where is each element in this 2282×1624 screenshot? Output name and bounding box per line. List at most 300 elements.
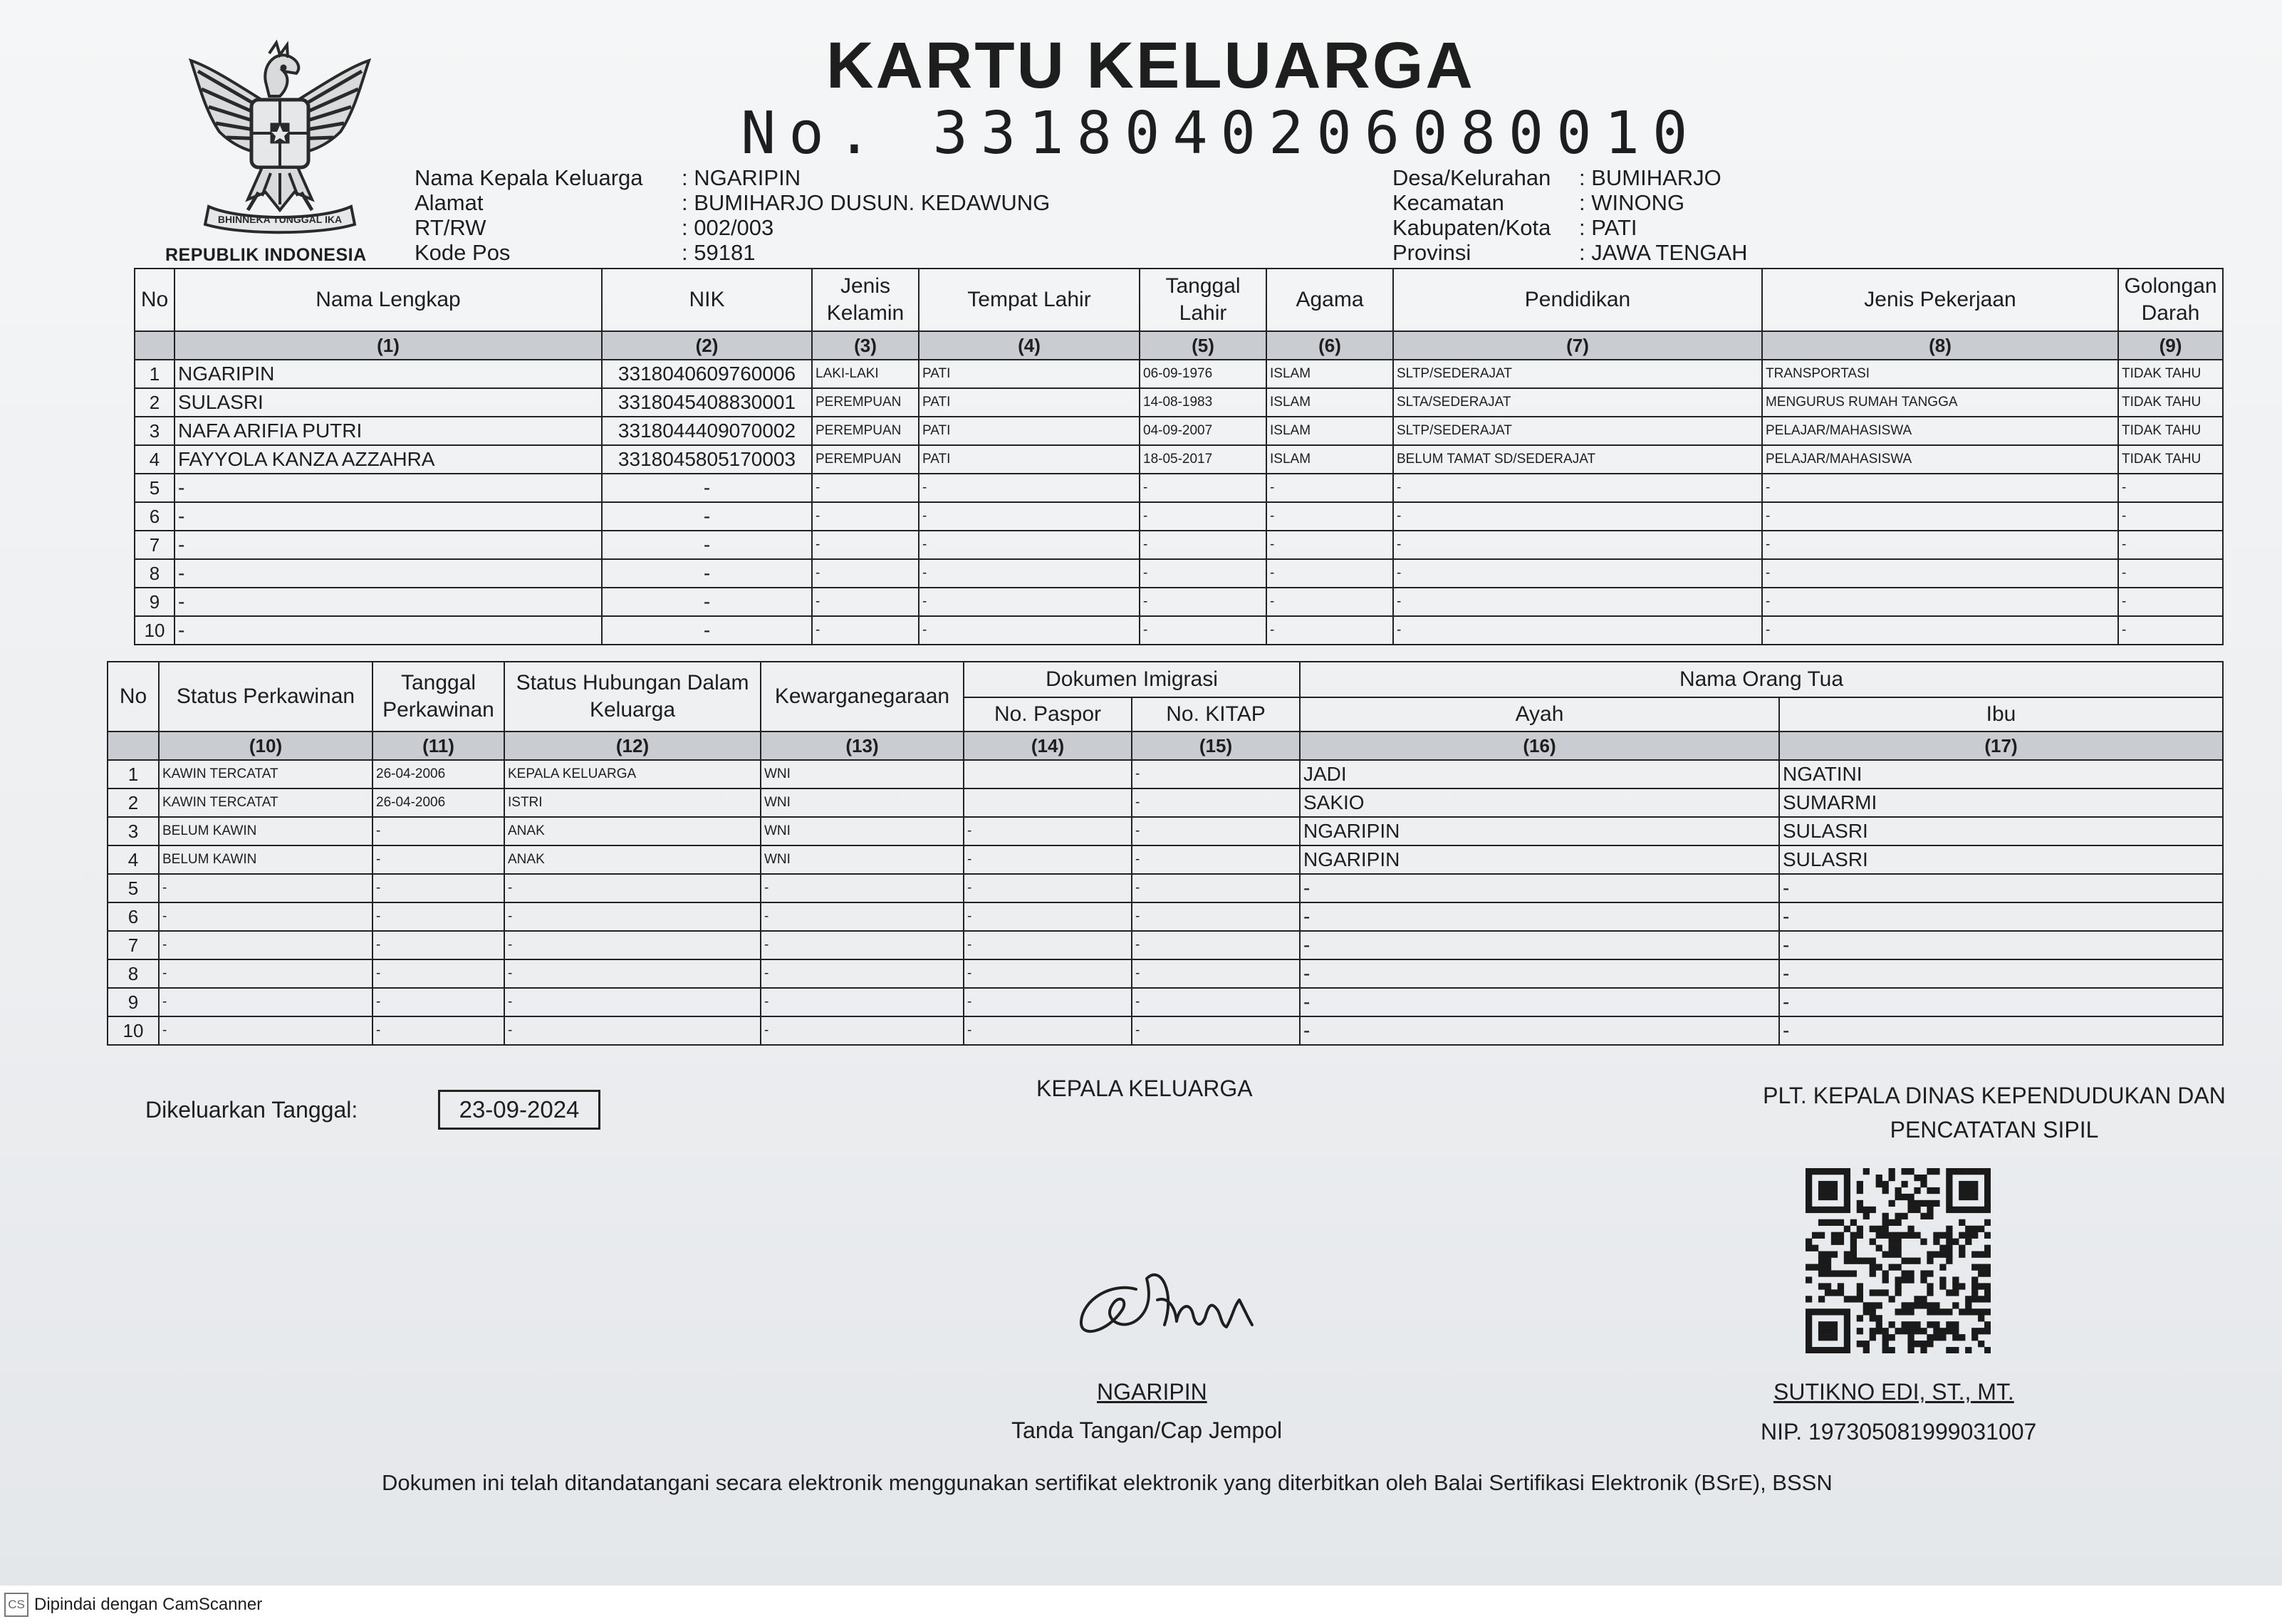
table-cell: - <box>372 959 504 988</box>
table-cell: BELUM KAWIN <box>159 817 372 845</box>
qr-module <box>1863 1302 1870 1308</box>
head-caption: Tanda Tangan/Cap Jempol <box>1011 1417 1283 1443</box>
qr-module <box>1825 1283 1831 1289</box>
qr-module <box>1978 1251 1984 1258</box>
table-row <box>108 788 2223 817</box>
qr-module <box>1844 1296 1850 1302</box>
qr-module <box>1984 1207 1991 1213</box>
qr-module <box>1920 1239 1927 1245</box>
qr-module <box>1907 1194 1914 1200</box>
qr-module <box>1901 1232 1907 1239</box>
qr-module <box>1844 1270 1850 1276</box>
qr-module <box>1895 1213 1902 1219</box>
qr-module <box>1882 1251 1889 1258</box>
table-cell: ISTRI <box>504 788 761 817</box>
qr-module <box>1946 1251 1952 1258</box>
qr-module <box>1882 1347 1889 1353</box>
qr-module <box>1959 1168 1965 1175</box>
table-cell: - <box>504 902 761 931</box>
qr-module <box>1876 1175 1882 1181</box>
qr-module <box>1907 1226 1914 1232</box>
column-number <box>135 331 174 360</box>
qr-module <box>1889 1264 1895 1270</box>
col-header: No. KITAP <box>1132 697 1300 732</box>
qr-module <box>1870 1270 1876 1276</box>
qr-module <box>1818 1334 1825 1341</box>
qr-module <box>1901 1194 1907 1200</box>
qr-module <box>1812 1308 1818 1315</box>
table-cell: - <box>1393 588 1762 616</box>
qr-module <box>1825 1264 1831 1270</box>
qr-module <box>1857 1296 1863 1302</box>
qr-module <box>1914 1175 1920 1181</box>
table-cell: - <box>372 1016 504 1045</box>
qr-module <box>1882 1219 1889 1226</box>
qr-module <box>1806 1207 1812 1213</box>
table-cell: - <box>812 559 919 588</box>
qr-module <box>1806 1276 1812 1283</box>
qr-module <box>1946 1181 1952 1187</box>
col-header: Tanggal Perkawinan <box>372 662 504 732</box>
qr-module <box>1946 1258 1952 1264</box>
qr-module <box>1901 1168 1907 1175</box>
table-cell: - <box>1266 502 1393 531</box>
qr-module <box>1971 1194 1978 1200</box>
table-cell: - <box>1300 902 1779 931</box>
table-cell: JADI <box>1300 760 1779 788</box>
qr-module <box>1907 1168 1914 1175</box>
table-cell: - <box>761 931 964 959</box>
signature-icon <box>1068 1250 1282 1350</box>
table-cell: - <box>602 502 812 531</box>
qr-module <box>1863 1347 1870 1353</box>
table-cell: - <box>812 474 919 502</box>
qr-module <box>1946 1308 1952 1315</box>
qr-module <box>1946 1245 1952 1251</box>
qr-module <box>1946 1289 1952 1296</box>
table-cell: 3318045408830001 <box>602 388 812 417</box>
qr-module <box>1857 1328 1863 1334</box>
qr-module <box>1870 1315 1876 1321</box>
qr-module <box>1965 1181 1971 1187</box>
qr-module <box>1844 1226 1850 1232</box>
qr-module <box>1818 1194 1825 1200</box>
qr-module <box>1895 1264 1902 1270</box>
qr-module <box>1818 1296 1825 1302</box>
table-row <box>135 531 2223 559</box>
qr-module <box>1978 1270 1984 1276</box>
qr-module <box>1882 1289 1889 1296</box>
info-label: Provinsi <box>1392 240 1471 265</box>
qr-module <box>1933 1187 1939 1194</box>
table-cell: - <box>812 531 919 559</box>
qr-module <box>1863 1308 1870 1315</box>
qr-module <box>1831 1289 1838 1296</box>
qr-module <box>1889 1347 1895 1353</box>
table-cell: PELAJAR/MAHASISWA <box>1762 445 2118 474</box>
qr-module <box>1844 1251 1850 1258</box>
qr-module <box>1984 1168 1991 1175</box>
qr-module <box>1838 1347 1844 1353</box>
table-cell: - <box>964 988 1132 1016</box>
table-cell: PEREMPUAN <box>812 445 919 474</box>
scanner-watermark-bar <box>0 1586 2282 1624</box>
qr-module <box>1907 1200 1914 1207</box>
qr-module <box>1971 1264 1978 1270</box>
table-cell: 14-08-1983 <box>1140 388 1266 417</box>
qr-module <box>1927 1187 1933 1194</box>
qr-module <box>1806 1181 1812 1187</box>
qr-module <box>1806 1315 1812 1321</box>
table-cell: - <box>812 588 919 616</box>
qr-module <box>1831 1308 1838 1315</box>
qr-module <box>1806 1175 1812 1181</box>
qr-module <box>1984 1219 1991 1226</box>
qr-module <box>1857 1200 1863 1207</box>
table-cell: - <box>1266 588 1393 616</box>
qr-module <box>1844 1341 1850 1347</box>
head-name: NGARIPIN <box>1097 1379 1207 1405</box>
qr-module <box>1895 1187 1902 1194</box>
qr-module <box>1857 1315 1863 1321</box>
qr-module <box>1876 1245 1882 1251</box>
table-cell: - <box>1266 474 1393 502</box>
qr-module <box>1818 1264 1825 1270</box>
table-cell: SLTA/SEDERAJAT <box>1393 388 1762 417</box>
qr-module <box>1806 1321 1812 1328</box>
table-cell: - <box>504 931 761 959</box>
qr-module <box>1818 1328 1825 1334</box>
table-cell: SULASRI <box>1779 817 2223 845</box>
qr-module <box>1920 1270 1927 1276</box>
qr-module <box>1818 1181 1825 1187</box>
table-cell: - <box>1779 931 2223 959</box>
qr-module <box>1857 1226 1863 1232</box>
qr-module <box>1831 1168 1838 1175</box>
qr-module <box>1806 1187 1812 1194</box>
info-row <box>1392 165 1748 190</box>
qr-module <box>1920 1328 1927 1334</box>
qr-module <box>1882 1226 1889 1232</box>
qr-module <box>1971 1283 1978 1289</box>
qr-module <box>1831 1232 1838 1239</box>
qr-module <box>1914 1321 1920 1328</box>
qr-module <box>1907 1308 1914 1315</box>
table-cell: ISLAM <box>1266 445 1393 474</box>
qr-module <box>1971 1181 1978 1187</box>
qr-module <box>1818 1168 1825 1175</box>
table-cell: - <box>1140 474 1266 502</box>
official-name: SUTIKNO EDI, ST., MT. <box>1773 1379 2014 1405</box>
qr-module <box>1870 1258 1876 1264</box>
qr-module <box>1959 1207 1965 1213</box>
table-cell: 1 <box>135 360 174 388</box>
qr-module <box>1876 1321 1882 1328</box>
qr-module <box>1844 1347 1850 1353</box>
table-cell: - <box>1132 988 1300 1016</box>
qr-module <box>1920 1341 1927 1347</box>
qr-module <box>1959 1308 1965 1315</box>
qr-module <box>1939 1264 1946 1270</box>
col-header: No. Paspor <box>964 697 1132 732</box>
table-row <box>135 360 2223 388</box>
qr-module <box>1818 1347 1825 1353</box>
table-cell: NAFA ARIFIA PUTRI <box>174 417 602 445</box>
qr-module <box>1838 1283 1844 1289</box>
qr-module <box>1844 1321 1850 1328</box>
qr-module <box>1901 1258 1907 1264</box>
qr-module <box>1920 1276 1927 1283</box>
table-cell: PATI <box>919 388 1140 417</box>
table-cell: 6 <box>108 902 159 931</box>
table-cell: - <box>602 559 812 588</box>
qr-module <box>1971 1226 1978 1232</box>
column-number: (1) <box>174 331 602 360</box>
qr-module <box>1870 1264 1876 1270</box>
qr-module <box>1920 1347 1927 1353</box>
qr-module <box>1838 1219 1844 1226</box>
qr-module <box>1838 1207 1844 1213</box>
qr-module <box>1965 1347 1971 1353</box>
table-row <box>108 874 2223 902</box>
qr-module <box>1818 1219 1825 1226</box>
table-cell: - <box>504 874 761 902</box>
table-cell: - <box>602 531 812 559</box>
qr-module <box>1838 1168 1844 1175</box>
qr-module <box>1895 1289 1902 1296</box>
table-cell: - <box>1393 502 1762 531</box>
qr-module <box>1889 1175 1895 1181</box>
table-cell: - <box>159 959 372 988</box>
table-cell: - <box>761 988 964 1016</box>
qr-module <box>1895 1283 1902 1289</box>
table-cell: - <box>1779 1016 2223 1045</box>
table-cell: - <box>1300 874 1779 902</box>
qr-module <box>1907 1258 1914 1264</box>
table-row <box>108 760 2223 788</box>
column-number: (15) <box>1132 732 1300 760</box>
column-number: (16) <box>1300 732 1779 760</box>
qr-module <box>1914 1258 1920 1264</box>
qr-module <box>1895 1232 1902 1239</box>
qr-module <box>1984 1283 1991 1289</box>
qr-module <box>1876 1232 1882 1239</box>
column-number: (11) <box>372 732 504 760</box>
qr-module <box>1844 1334 1850 1341</box>
qr-module <box>1907 1328 1914 1334</box>
table-cell: - <box>1300 931 1779 959</box>
qr-module <box>1965 1194 1971 1200</box>
qr-module <box>1946 1168 1952 1175</box>
table-cell: - <box>964 959 1132 988</box>
info-label: Kecamatan <box>1392 190 1504 215</box>
qr-module <box>1920 1213 1927 1219</box>
qr-module <box>1907 1334 1914 1341</box>
qr-module <box>1933 1232 1939 1239</box>
qr-module <box>1907 1341 1914 1347</box>
table-cell: - <box>504 1016 761 1045</box>
garuda-emblem-icon <box>177 39 383 242</box>
qr-module <box>1984 1245 1991 1251</box>
table-cell: - <box>1132 902 1300 931</box>
qr-module <box>1984 1296 1991 1302</box>
qr-module <box>1952 1328 1959 1334</box>
qr-module <box>1927 1258 1933 1264</box>
qr-module <box>1812 1245 1818 1251</box>
qr-module <box>1882 1334 1889 1341</box>
info-label: Alamat <box>415 190 484 215</box>
col-header: NIK <box>602 269 812 331</box>
qr-module <box>1876 1264 1882 1270</box>
qr-module <box>1933 1334 1939 1341</box>
qr-module <box>1806 1308 1812 1315</box>
qr-module <box>1939 1283 1946 1289</box>
col-header: Ibu <box>1779 697 2223 732</box>
qr-module <box>1895 1276 1902 1283</box>
table-cell: - <box>1132 845 1300 874</box>
table-row <box>135 388 2223 417</box>
qr-module <box>1952 1334 1959 1341</box>
qr-module <box>1927 1283 1933 1289</box>
table-cell: FAYYOLA KANZA AZZAHRA <box>174 445 602 474</box>
status-table <box>107 661 2224 1046</box>
qr-module <box>1927 1168 1933 1175</box>
qr-module <box>1946 1187 1952 1194</box>
table-cell: 7 <box>135 531 174 559</box>
table-cell: - <box>1140 502 1266 531</box>
qr-module <box>1927 1270 1933 1276</box>
qr-module <box>1844 1181 1850 1187</box>
qr-module <box>1907 1321 1914 1328</box>
column-number: (13) <box>761 732 964 760</box>
qr-module <box>1838 1270 1844 1276</box>
qr-module <box>1939 1308 1946 1315</box>
qr-module <box>1914 1232 1920 1239</box>
qr-module <box>1850 1245 1857 1251</box>
table-cell: - <box>1132 788 1300 817</box>
table-cell: ANAK <box>504 817 761 845</box>
table-cell: NGARIPIN <box>1300 817 1779 845</box>
table-cell: 26-04-2006 <box>372 788 504 817</box>
qr-module <box>1857 1187 1863 1194</box>
table-cell: - <box>964 931 1132 959</box>
qr-module <box>1844 1315 1850 1321</box>
col-header: Jenis Kelamin <box>812 269 919 331</box>
table-cell: WNI <box>761 845 964 874</box>
qr-module <box>1901 1270 1907 1276</box>
qr-module <box>1825 1168 1831 1175</box>
table-cell: - <box>1132 931 1300 959</box>
col-header: No <box>135 269 174 331</box>
qr-module <box>1965 1308 1971 1315</box>
table-cell: - <box>1779 959 2223 988</box>
qr-module <box>1831 1321 1838 1328</box>
table-cell: - <box>761 874 964 902</box>
qr-module <box>1965 1187 1971 1194</box>
qr-module <box>1876 1181 1882 1187</box>
table-cell: KAWIN TERCATAT <box>159 788 372 817</box>
table-cell: - <box>919 616 1140 645</box>
table-cell: - <box>174 474 602 502</box>
qr-module <box>1965 1302 1971 1308</box>
qr-module <box>1806 1264 1812 1270</box>
qr-module <box>1882 1187 1889 1194</box>
qr-module <box>1838 1232 1844 1239</box>
table-cell: PATI <box>919 445 1140 474</box>
qr-module <box>1914 1341 1920 1347</box>
col-header: Tempat Lahir <box>919 269 1140 331</box>
table-cell: 9 <box>108 988 159 1016</box>
qr-module <box>1927 1341 1933 1347</box>
table-cell: TIDAK TAHU <box>2118 360 2223 388</box>
qr-module <box>1857 1181 1863 1187</box>
qr-module <box>1850 1270 1857 1276</box>
qr-module <box>1844 1258 1850 1264</box>
table-cell: - <box>1266 531 1393 559</box>
table-cell: - <box>174 616 602 645</box>
table-cell: - <box>964 902 1132 931</box>
column-number: (8) <box>1762 331 2118 360</box>
qr-module <box>1818 1270 1825 1276</box>
qr-module <box>1889 1321 1895 1328</box>
qr-module <box>1927 1289 1933 1296</box>
table-cell: SAKIO <box>1300 788 1779 817</box>
qr-module <box>1857 1341 1863 1347</box>
table-cell: SULASRI <box>1779 845 2223 874</box>
info-row <box>415 215 1050 240</box>
table-cell: KAWIN TERCATAT <box>159 760 372 788</box>
table-cell: - <box>372 988 504 1016</box>
qr-module <box>1933 1251 1939 1258</box>
qr-module <box>1831 1187 1838 1194</box>
table-cell: - <box>159 1016 372 1045</box>
table-cell: 5 <box>135 474 174 502</box>
qr-module <box>1844 1207 1850 1213</box>
kk-number: No. 3318040206080010 <box>741 100 1701 167</box>
table-cell: - <box>2118 474 2223 502</box>
qr-module <box>1907 1302 1914 1308</box>
qr-module <box>1920 1175 1927 1181</box>
table-cell: SUMARMI <box>1779 788 2223 817</box>
camscanner-logo-icon: CS <box>4 1593 28 1617</box>
table-cell: 1 <box>108 760 159 788</box>
qr-module <box>1927 1308 1933 1315</box>
table-cell: - <box>602 474 812 502</box>
table-cell: - <box>761 902 964 931</box>
qr-module <box>1907 1207 1914 1213</box>
table-cell: 4 <box>108 845 159 874</box>
qr-module <box>1939 1251 1946 1258</box>
qr-module <box>1939 1232 1946 1239</box>
qr-module <box>1889 1239 1895 1245</box>
table-cell: - <box>1762 588 2118 616</box>
qr-module <box>1825 1181 1831 1187</box>
official-nip: NIP. 197305081999031007 <box>1761 1419 2037 1445</box>
info-label: Kabupaten/Kota <box>1392 215 1551 240</box>
table-header-row <box>108 662 2223 697</box>
qr-module <box>1939 1328 1946 1334</box>
col-header: Tanggal Lahir <box>1140 269 1266 331</box>
emblem-motto: BHINNEKA TUNGGAL IKA <box>217 214 343 225</box>
table-cell: 2 <box>108 788 159 817</box>
qr-module <box>1984 1328 1991 1334</box>
qr-module <box>1939 1245 1946 1251</box>
col-header: Status Perkawinan <box>159 662 372 732</box>
col-header: Dokumen Imigrasi <box>964 662 1300 697</box>
qr-module <box>1933 1239 1939 1245</box>
table-cell: SLTP/SEDERAJAT <box>1393 417 1762 445</box>
qr-module <box>1978 1341 1984 1347</box>
